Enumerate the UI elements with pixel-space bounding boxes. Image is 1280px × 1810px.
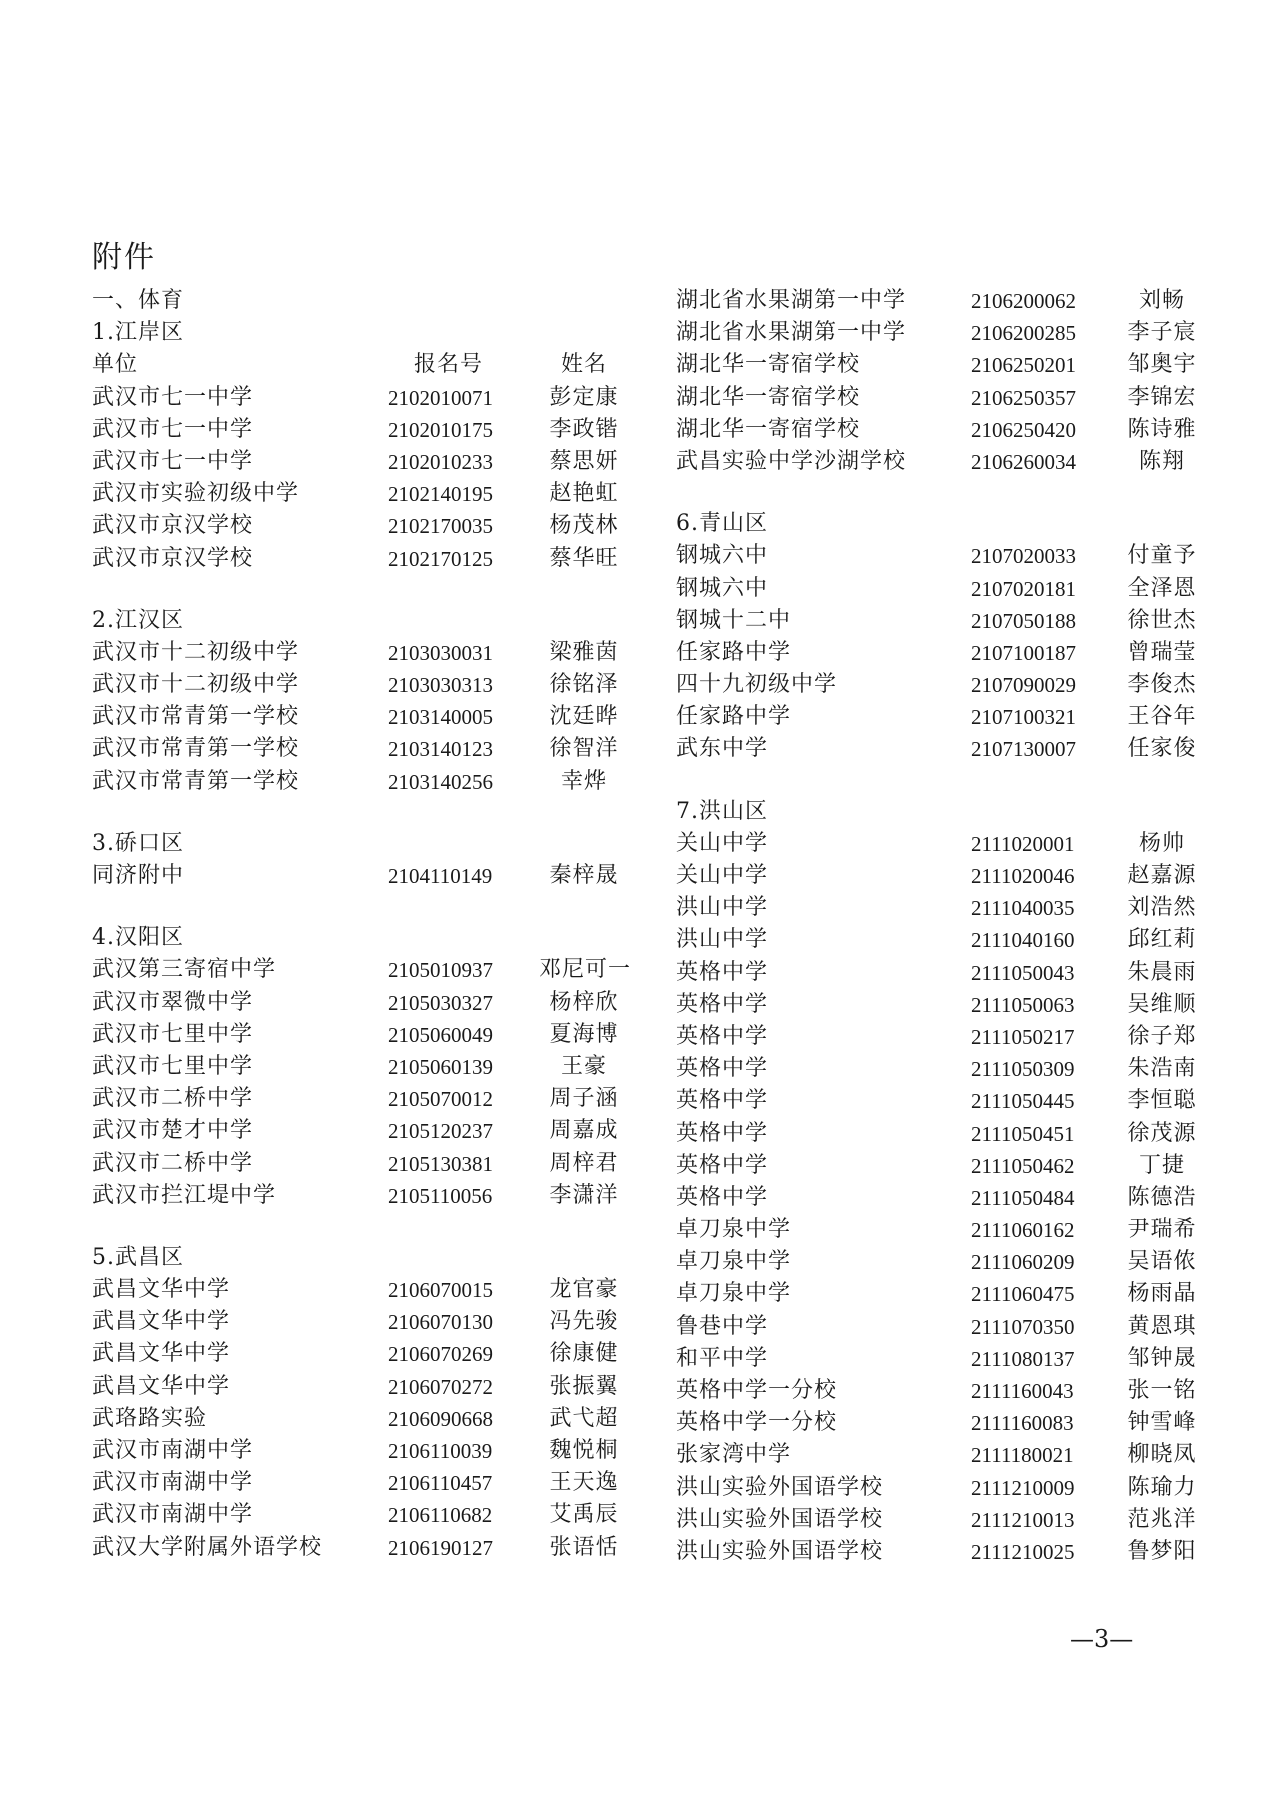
name-cell: 李子宸 xyxy=(1127,320,1197,346)
name-cell: 李俊杰 xyxy=(1127,672,1197,698)
registration-number-cell: 2111060475 xyxy=(971,1282,1075,1307)
name-cell: 钟雪峰 xyxy=(1127,1410,1197,1436)
unit-cell: 武东中学 xyxy=(676,736,769,762)
registration-number-cell: 2103140256 xyxy=(388,769,493,794)
registration-number-cell: 2107100321 xyxy=(971,705,1076,730)
name-cell: 李恒聪 xyxy=(1127,1088,1197,1114)
registration-number-cell: 2107130007 xyxy=(971,737,1076,762)
registration-number-cell: 2106070272 xyxy=(388,1374,493,1399)
unit-cell: 洪山中学 xyxy=(676,927,769,953)
table-row xyxy=(676,1021,1197,1053)
table-row xyxy=(92,1019,619,1051)
registration-number-cell: 2104110149 xyxy=(388,864,493,888)
section-heading: 3.硚口区 xyxy=(92,830,184,856)
name-cell: 夏海博 xyxy=(549,1021,619,1047)
name-cell: 张一铭 xyxy=(1127,1378,1197,1403)
registration-number-cell: 2111050043 xyxy=(971,960,1075,985)
registration-number-cell: 2111020046 xyxy=(971,864,1075,888)
registration-number-cell: 2102170035 xyxy=(388,514,493,539)
registration-number-cell: 2102010071 xyxy=(388,385,493,410)
registration-number-cell: 2105110056 xyxy=(388,1183,493,1208)
table-row xyxy=(676,1536,1197,1568)
unit-cell: 湖北省水果湖第一中学 xyxy=(676,288,907,313)
registration-number-cell: 2111210009 xyxy=(971,1475,1075,1500)
table-row xyxy=(676,637,1197,669)
table-row xyxy=(676,892,1197,924)
unit-cell: 同济附中 xyxy=(92,863,185,888)
name-cell: 徐康健 xyxy=(549,1341,619,1367)
table-row xyxy=(676,349,1197,381)
registration-number-cell: 2111050462 xyxy=(971,1153,1075,1178)
name-cell: 全泽恩 xyxy=(1127,575,1197,601)
registration-number-cell: 2111210013 xyxy=(971,1507,1075,1532)
left-column xyxy=(92,285,632,1564)
registration-number-cell: 2105060049 xyxy=(388,1022,493,1047)
page-number: —3— xyxy=(1070,1625,1134,1653)
table-row xyxy=(92,1115,619,1147)
table-row xyxy=(676,285,1185,317)
registration-number-cell: 2103030313 xyxy=(388,673,493,698)
table-row xyxy=(92,637,619,669)
table-row xyxy=(676,1182,1197,1214)
unit-cell: 任家路中学 xyxy=(676,704,792,730)
name-cell: 邱红莉 xyxy=(1127,927,1197,953)
registration-number-cell: 2103140005 xyxy=(388,705,493,730)
name-cell: 黄恩琪 xyxy=(1127,1313,1197,1339)
unit-cell: 四十九初级中学 xyxy=(676,672,838,698)
unit-cell: 武昌文华中学 xyxy=(92,1309,231,1335)
name-cell: 范兆洋 xyxy=(1127,1506,1197,1532)
table-row xyxy=(676,924,1197,956)
name-cell: 周梓君 xyxy=(549,1150,619,1176)
registration-number-cell: 2111040035 xyxy=(971,896,1075,921)
unit-cell: 武汉市南湖中学 xyxy=(92,1502,254,1528)
table-row xyxy=(92,446,619,478)
unit-cell: 武汉大学附属外语学校 xyxy=(92,1534,323,1560)
name-cell: 丁捷 xyxy=(1138,1152,1185,1178)
registration-number-cell: 2106090668 xyxy=(388,1406,493,1431)
registration-number-cell: 2106250420 xyxy=(971,417,1076,442)
name-cell: 邹奥宇 xyxy=(1127,352,1197,378)
table-row xyxy=(676,1278,1197,1310)
unit-cell: 英格中学 xyxy=(676,1184,769,1210)
registration-number-cell: 2105030327 xyxy=(388,990,493,1015)
name-cell: 王天逸 xyxy=(549,1470,619,1496)
table-row xyxy=(92,1532,619,1564)
registration-number-cell: 2107090029 xyxy=(971,673,1076,698)
registration-number-cell: 2106200285 xyxy=(971,321,1076,346)
unit-cell: 单位 xyxy=(92,352,139,378)
unit-cell: 武汉市二桥中学 xyxy=(92,1086,254,1112)
unit-cell: 武汉市常青第一学校 xyxy=(92,736,300,762)
unit-cell: 武汉市常青第一学校 xyxy=(92,704,300,730)
name-cell: 秦梓晟 xyxy=(549,863,619,888)
table-row xyxy=(676,573,1197,605)
section-spacer xyxy=(676,766,768,796)
name-cell: 蔡华旺 xyxy=(549,545,619,571)
name-cell: 李锦宏 xyxy=(1127,384,1197,410)
registration-number-cell: 2111060209 xyxy=(971,1250,1075,1275)
unit-cell: 英格中学 xyxy=(676,959,769,985)
table-row xyxy=(676,540,1197,572)
registration-number-cell: 2107050188 xyxy=(971,608,1076,633)
registration-number-cell: 2102010175 xyxy=(388,417,493,442)
table-row xyxy=(676,1053,1197,1085)
name-cell: 朱浩南 xyxy=(1127,1056,1197,1082)
name-cell: 赵艳虹 xyxy=(549,481,619,507)
registration-number-cell: 2111080137 xyxy=(971,1346,1075,1371)
name-cell: 付童予 xyxy=(1127,543,1197,569)
registration-number-cell: 2106200062 xyxy=(971,289,1076,313)
registration-number-cell: 2102140195 xyxy=(388,482,493,507)
unit-cell: 湖北华一寄宿学校 xyxy=(676,416,861,442)
table-row xyxy=(676,1118,1197,1150)
unit-cell: 钢城六中 xyxy=(676,543,769,569)
name-cell: 王豪 xyxy=(560,1053,607,1079)
name-cell: 杨雨晶 xyxy=(1127,1281,1197,1307)
table-row xyxy=(92,1499,619,1531)
section-spacer xyxy=(92,575,184,605)
section-heading: 6.青山区 xyxy=(676,511,768,537)
name-cell: 邓尼可一 xyxy=(539,957,632,983)
table-row xyxy=(676,317,1197,349)
registration-number-cell: 2111050484 xyxy=(971,1185,1075,1210)
name-cell: 曾瑞莹 xyxy=(1127,639,1197,665)
table-row xyxy=(92,382,619,414)
unit-cell: 和平中学 xyxy=(676,1345,769,1371)
unit-cell: 武昌实验中学沙湖学校 xyxy=(676,448,907,474)
unit-cell: 武汉市拦江堤中学 xyxy=(92,1182,277,1208)
name-cell: 张语恬 xyxy=(549,1534,619,1560)
unit-cell: 武汉市京汉学校 xyxy=(92,545,254,571)
table-row xyxy=(92,1435,619,1467)
table-row xyxy=(676,1439,1197,1471)
table-row xyxy=(676,828,1185,860)
table-header-row xyxy=(92,349,607,381)
table-row xyxy=(92,1083,619,1115)
name-cell: 赵嘉源 xyxy=(1127,863,1197,888)
name-cell: 陈翔 xyxy=(1138,448,1185,474)
name-cell: 陈德浩 xyxy=(1127,1184,1197,1210)
table-row xyxy=(676,701,1197,733)
unit-cell: 武汉市七里中学 xyxy=(92,1053,254,1079)
table-row xyxy=(676,989,1197,1021)
unit-cell: 湖北华一寄宿学校 xyxy=(676,352,861,378)
registration-number-cell: 2111020001 xyxy=(971,831,1075,856)
table-row xyxy=(92,1403,619,1435)
unit-cell: 武昌文华中学 xyxy=(92,1373,231,1399)
registration-number-cell: 2106110682 xyxy=(388,1503,493,1528)
table-row xyxy=(676,605,1197,637)
table-row xyxy=(92,669,619,701)
registration-number-cell: 2106070015 xyxy=(388,1278,493,1303)
unit-cell: 关山中学 xyxy=(676,863,769,888)
table-row xyxy=(676,1504,1197,1536)
table-row xyxy=(676,669,1197,701)
name-cell: 幸烨 xyxy=(560,768,607,794)
name-cell: 姓名 xyxy=(560,352,607,378)
name-cell: 任家俊 xyxy=(1127,736,1197,762)
table-row xyxy=(92,543,619,575)
section-spacer xyxy=(92,892,184,922)
table-row xyxy=(92,987,619,1019)
name-cell: 龙官豪 xyxy=(549,1277,619,1303)
unit-cell: 洪山实验外国语学校 xyxy=(676,1474,884,1500)
unit-cell: 英格中学 xyxy=(676,1023,769,1049)
name-cell: 周子涵 xyxy=(549,1086,619,1112)
registration-number-cell: 2111160083 xyxy=(971,1411,1074,1436)
unit-cell: 洪山实验外国语学校 xyxy=(676,1506,884,1532)
unit-cell: 武汉市二桥中学 xyxy=(92,1150,254,1176)
unit-cell: 武珞路实验 xyxy=(92,1405,208,1431)
table-row xyxy=(676,1311,1197,1343)
unit-cell: 张家湾中学 xyxy=(676,1442,792,1468)
table-row xyxy=(676,382,1197,414)
unit-cell: 卓刀泉中学 xyxy=(676,1281,792,1307)
unit-cell: 武昌文华中学 xyxy=(92,1341,231,1367)
name-cell: 陈诗雅 xyxy=(1127,416,1197,442)
registration-number-cell: 报名号 xyxy=(414,352,484,378)
unit-cell: 武汉市十二初级中学 xyxy=(92,672,300,698)
table-row xyxy=(676,1246,1197,1278)
unit-cell: 英格中学一分校 xyxy=(676,1410,838,1436)
name-cell: 徐铭泽 xyxy=(549,672,619,698)
registration-number-cell: 2111050217 xyxy=(971,1024,1075,1049)
table-row xyxy=(92,510,619,542)
unit-cell: 武汉市实验初级中学 xyxy=(92,481,300,507)
name-cell: 刘浩然 xyxy=(1127,895,1197,921)
registration-number-cell: 2111160043 xyxy=(971,1379,1074,1403)
name-cell: 沈廷晔 xyxy=(549,704,619,730)
registration-number-cell: 2111180021 xyxy=(971,1443,1074,1468)
unit-cell: 英格中学 xyxy=(676,991,769,1017)
table-row xyxy=(676,446,1185,478)
name-cell: 鲁梦阳 xyxy=(1127,1538,1197,1564)
section-heading: 1.江岸区 xyxy=(92,320,184,346)
table-row xyxy=(92,954,632,986)
table-row xyxy=(676,1150,1185,1182)
registration-number-cell: 2107020033 xyxy=(971,544,1076,569)
registration-number-cell: 2106190127 xyxy=(388,1535,493,1560)
unit-cell: 武汉市南湖中学 xyxy=(92,1438,254,1463)
table-row xyxy=(92,860,619,892)
unit-cell: 关山中学 xyxy=(676,830,769,856)
registration-number-cell: 2111060162 xyxy=(971,1218,1075,1243)
name-cell: 王谷年 xyxy=(1127,704,1197,730)
name-cell: 邹钟晟 xyxy=(1127,1345,1197,1371)
registration-number-cell: 2102010233 xyxy=(388,449,493,474)
name-cell: 李潇洋 xyxy=(549,1182,619,1208)
unit-cell: 湖北华一寄宿学校 xyxy=(676,384,861,410)
unit-cell: 洪山实验外国语学校 xyxy=(676,1538,884,1564)
name-cell: 蔡思妍 xyxy=(549,448,619,474)
registration-number-cell: 2106260034 xyxy=(971,449,1076,474)
table-row xyxy=(92,1274,619,1306)
name-cell: 魏悦桐 xyxy=(549,1438,619,1463)
unit-cell: 武汉市楚才中学 xyxy=(92,1118,254,1144)
registration-number-cell: 2111040160 xyxy=(971,928,1075,953)
unit-cell: 武汉市京汉学校 xyxy=(92,513,254,539)
page-heading: 附件 xyxy=(92,240,156,275)
table-row xyxy=(92,1148,619,1180)
name-cell: 徐茂源 xyxy=(1127,1120,1197,1146)
registration-number-cell: 2106070269 xyxy=(388,1342,493,1367)
section-heading: 2.江汉区 xyxy=(92,607,184,633)
name-cell: 陈瑜力 xyxy=(1127,1474,1197,1500)
section-heading: 4.汉阳区 xyxy=(92,925,184,951)
registration-number-cell: 2105070012 xyxy=(388,1087,493,1112)
table-row xyxy=(676,1085,1197,1117)
name-cell: 吴语侬 xyxy=(1127,1249,1197,1275)
registration-number-cell: 2105120237 xyxy=(388,1119,493,1144)
table-row xyxy=(92,1338,619,1370)
registration-number-cell: 2106110039 xyxy=(388,1439,493,1463)
unit-cell: 武汉市七一中学 xyxy=(92,384,254,410)
unit-cell: 卓刀泉中学 xyxy=(676,1217,792,1243)
table-row xyxy=(92,701,619,733)
unit-cell: 洪山中学 xyxy=(676,895,769,921)
name-cell: 朱晨雨 xyxy=(1127,959,1197,985)
section-spacer xyxy=(92,1212,184,1242)
name-cell: 杨帅 xyxy=(1138,830,1185,856)
name-cell: 周嘉成 xyxy=(549,1118,619,1144)
registration-number-cell: 2107100187 xyxy=(971,640,1076,665)
unit-cell: 武汉市南湖中学 xyxy=(92,1470,254,1496)
name-cell: 柳晓凤 xyxy=(1127,1442,1197,1468)
name-cell: 尹瑞希 xyxy=(1127,1217,1197,1243)
registration-number-cell: 2102170125 xyxy=(388,546,493,571)
unit-cell: 钢城六中 xyxy=(676,575,769,601)
name-cell: 武弋超 xyxy=(549,1405,619,1431)
unit-cell: 鲁巷中学 xyxy=(676,1313,769,1339)
name-cell: 杨梓欣 xyxy=(549,989,619,1015)
table-row xyxy=(676,957,1197,989)
registration-number-cell: 2107020181 xyxy=(971,576,1076,601)
unit-cell: 武汉市七一中学 xyxy=(92,448,254,474)
table-row xyxy=(92,1306,619,1338)
unit-cell: 武汉市十二初级中学 xyxy=(92,639,300,665)
unit-cell: 武昌文华中学 xyxy=(92,1277,231,1303)
table-row xyxy=(92,414,619,446)
section-heading: 5.武昌区 xyxy=(92,1244,184,1270)
table-row xyxy=(92,478,619,510)
name-cell: 李政锴 xyxy=(549,416,619,442)
name-cell: 吴维顺 xyxy=(1127,991,1197,1017)
unit-cell: 英格中学 xyxy=(676,1120,769,1146)
registration-number-cell: 2103030031 xyxy=(388,640,493,665)
registration-number-cell: 2111050309 xyxy=(971,1057,1075,1082)
registration-number-cell: 2106250201 xyxy=(971,353,1076,378)
table-row xyxy=(676,1214,1197,1246)
unit-cell: 英格中学一分校 xyxy=(676,1378,838,1403)
registration-number-cell: 2105130381 xyxy=(388,1151,493,1176)
table-row xyxy=(92,766,607,798)
unit-cell: 任家路中学 xyxy=(676,639,792,665)
table-row xyxy=(92,1371,619,1403)
unit-cell: 英格中学 xyxy=(676,1088,769,1114)
name-cell: 张振翼 xyxy=(549,1373,619,1399)
registration-number-cell: 2103140123 xyxy=(388,737,493,762)
registration-number-cell: 2105010937 xyxy=(388,958,493,983)
registration-number-cell: 2106250357 xyxy=(971,385,1076,410)
unit-cell: 武汉市七里中学 xyxy=(92,1021,254,1047)
section-heading: 7.洪山区 xyxy=(676,798,768,824)
unit-cell: 武汉市常青第一学校 xyxy=(92,768,300,794)
table-row xyxy=(92,733,619,765)
registration-number-cell: 2106110457 xyxy=(388,1471,493,1496)
unit-cell: 武汉第三寄宿中学 xyxy=(92,957,277,983)
section-spacer xyxy=(676,478,768,508)
registration-number-cell: 2111050445 xyxy=(971,1089,1075,1114)
unit-cell: 武汉市翠微中学 xyxy=(92,989,254,1015)
name-cell: 徐智洋 xyxy=(549,736,619,762)
table-row xyxy=(92,1180,619,1212)
name-cell: 徐世杰 xyxy=(1127,607,1197,633)
unit-cell: 武汉市七一中学 xyxy=(92,416,254,442)
table-row xyxy=(92,1051,607,1083)
table-row xyxy=(676,1343,1197,1375)
name-cell: 徐子郑 xyxy=(1127,1023,1197,1049)
right-column xyxy=(676,285,1197,1568)
unit-cell: 英格中学 xyxy=(676,1056,769,1082)
name-cell: 艾禹辰 xyxy=(549,1502,619,1528)
name-cell: 冯先骏 xyxy=(549,1309,619,1335)
unit-cell: 湖北省水果湖第一中学 xyxy=(676,320,907,346)
name-cell: 梁雅茵 xyxy=(549,639,619,665)
unit-cell: 卓刀泉中学 xyxy=(676,1249,792,1275)
name-cell: 杨茂林 xyxy=(549,513,619,539)
unit-cell: 英格中学 xyxy=(676,1152,769,1178)
registration-number-cell: 2105060139 xyxy=(388,1054,493,1079)
registration-number-cell: 2111070350 xyxy=(971,1314,1075,1339)
table-row xyxy=(676,860,1197,892)
table-row xyxy=(676,1407,1197,1439)
registration-number-cell: 2106070130 xyxy=(388,1310,493,1335)
table-row xyxy=(676,1472,1197,1504)
registration-number-cell: 2111050063 xyxy=(971,992,1075,1017)
name-cell: 彭定康 xyxy=(549,384,619,410)
table-row xyxy=(676,414,1197,446)
unit-cell: 钢城十二中 xyxy=(676,607,792,633)
section-heading: 一、体育 xyxy=(92,288,185,313)
table-row xyxy=(676,733,1197,765)
registration-number-cell: 2111210025 xyxy=(971,1539,1075,1564)
table-row xyxy=(92,1467,619,1499)
registration-number-cell: 2111050451 xyxy=(971,1121,1075,1146)
section-spacer xyxy=(92,798,184,828)
name-cell: 刘畅 xyxy=(1138,288,1185,313)
table-row xyxy=(676,1375,1197,1407)
